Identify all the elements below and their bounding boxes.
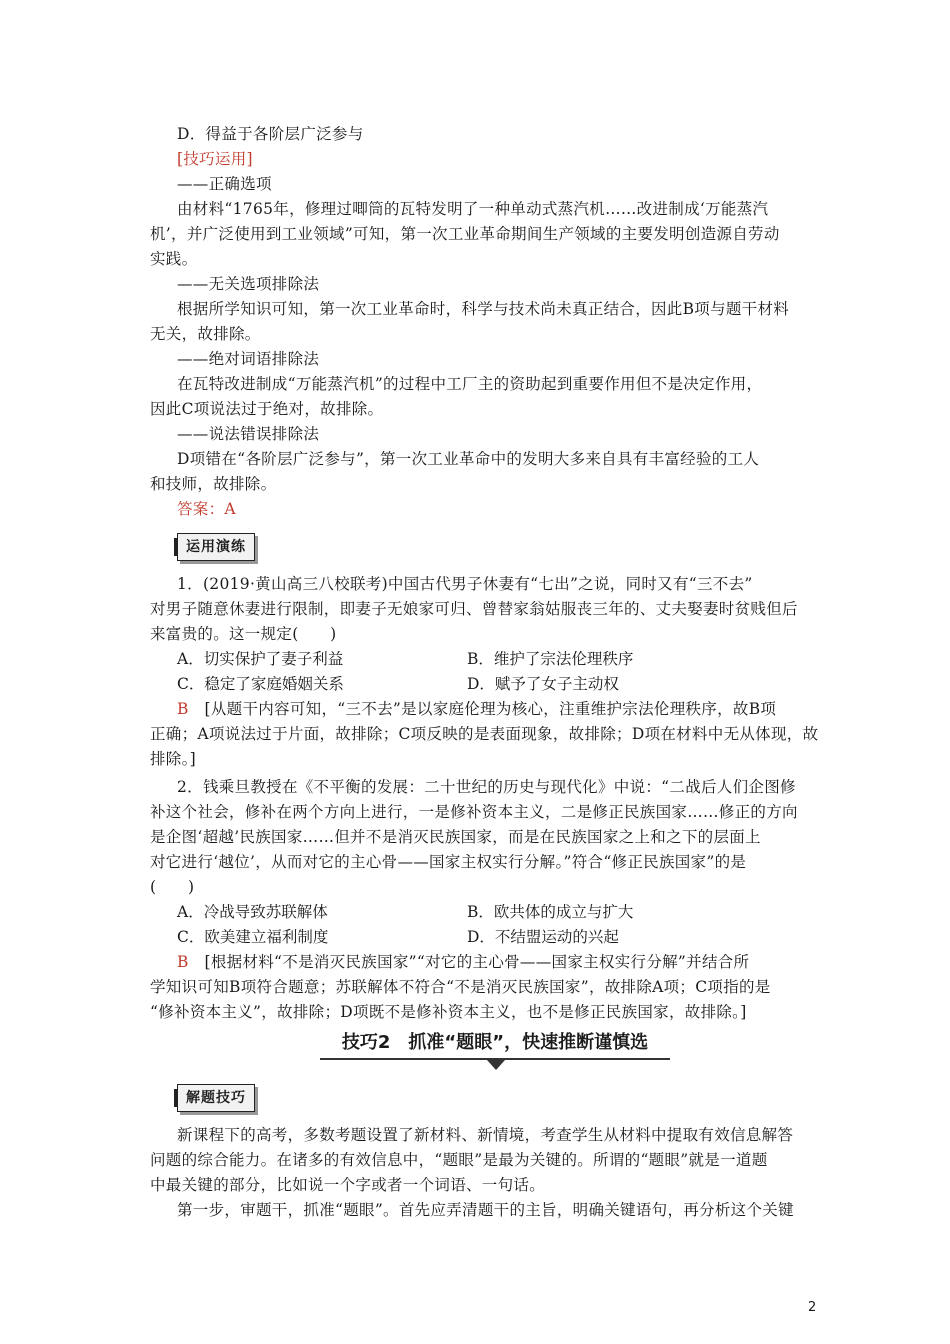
q2-explanation-line: 学知识可知B项符合题意；苏联解体不符合“不是消灭民族国家”，故排除A项；C项指的是 — [150, 978, 771, 996]
paragraph-line: 根据所学知识可知，第一次工业革命时，科学与技术尚未真正结合，因此B项与题干材料 — [177, 300, 790, 318]
q1-option-a: A．切实保护了妻子利益 — [177, 650, 344, 668]
question-1-line: 1．(2019·黄山高三八校联考)中国古代男子休妻有“七出”之说，同时又有“三不去” — [177, 575, 753, 593]
paragraph-line: 在瓦特改进制成“万能蒸汽机”的过程中工厂主的资助起到重要作用但不是决定作用， — [177, 375, 763, 393]
paragraph-line: 中最关键的部分，比如说一个字或者一个词语、一句话。 — [150, 1176, 546, 1194]
question-2-line: 对它进行‘越位’，从而对它的主心骨——国家主权实行分解。”符合“修正民族国家”的是 — [150, 853, 747, 871]
question-2-line: 2．钱乘旦教授在《不平衡的发展：二十世纪的历史与现代化》中说：“二战后人们企图修 — [177, 778, 796, 796]
section-title: 技巧2 抓准“题眼”，快速推断谨慎选 — [320, 1028, 670, 1060]
paragraph-line: 和技师，故排除。 — [150, 475, 277, 493]
q1-answer-letter: B — [177, 700, 189, 718]
q2-explanation-line: “修补资本主义”，故排除；D项既不是修补资本主义，也不是修正民族国家，故排除。] — [150, 1003, 747, 1021]
method-wrong-statement: ——说法错误排除法 — [177, 425, 320, 443]
page-number: 2 — [808, 1300, 817, 1315]
question-1-line: 来富贵的。这一规定( ) — [150, 625, 337, 643]
q1-explanation-line — [177, 696, 817, 722]
method-absolute-words: ——绝对词语排除法 — [177, 350, 320, 368]
q1-explanation-line: 排除。] — [150, 750, 196, 768]
question-2-line: ( ) — [150, 878, 195, 896]
method-correct-option: ——正确选项 — [177, 175, 272, 193]
q2-answer-letter: B — [177, 953, 189, 971]
solve-skills-badge: 解题技巧 — [177, 1084, 255, 1112]
q1-explanation-text: [从题干内容可知，“三不去”是以家庭伦理为核心，注重维护宗法伦理秩序，故B项 — [188, 700, 777, 718]
q2-explanation-line — [177, 949, 817, 975]
question-2-line: 补这个社会，修补在两个方向上进行，一是修补资本主义，二是修正民族国家……修正的方向 — [150, 803, 798, 821]
paragraph-line: 问题的综合能力。在诸多的有效信息中，“题眼”是最为关键的。所谓的“题眼”就是一道题 — [150, 1151, 768, 1169]
paragraph-line: 因此C项说法过于绝对，故排除。 — [150, 400, 384, 418]
paragraph-line: 实践。 — [150, 250, 198, 268]
question-1-line: 对男子随意休妻进行限制，即妻子无娘家可归、曾替家翁姑服丧三年的、丈夫娶妻时贫贱但后 — [150, 600, 798, 618]
q2-option-d: D．不结盟运动的兴起 — [467, 928, 619, 946]
q1-option-b: B．维护了宗法伦理秩序 — [467, 650, 634, 668]
q2-option-c: C．欧美建立福利制度 — [177, 928, 329, 946]
q1-option-c: C．稳定了家庭婚姻关系 — [177, 675, 344, 693]
q2-option-b: B．欧共体的成立与扩大 — [467, 903, 634, 921]
paragraph-line: 无关，故排除。 — [150, 325, 261, 343]
q1-explanation-line: 正确；A项说法过于片面，故排除；C项反映的是表面现象，故排除；D项在材料中无从体现，故 — [150, 725, 818, 743]
option-d-line: D．得益于各阶层广泛参与 — [177, 125, 364, 143]
skills-heading: [技巧运用] — [177, 150, 253, 168]
method-irrelevant-exclusion: ——无关选项排除法 — [177, 275, 320, 293]
paragraph-line: 机’，并广泛使用到工业领域”可知，第一次工业革命期间生产领域的主要发明创造源自劳动 — [150, 225, 780, 243]
paragraph-line: 由材料“1765年，修理过唧筒的瓦特发明了一种单动式蒸汽机……改进制成‘万能蒸汽 — [177, 200, 769, 218]
paragraph-line: 新课程下的高考，多数考题设置了新材料、新情境，考查学生从材料中提取有效信息解答 — [177, 1126, 794, 1144]
paragraph-line: D项错在“各阶层广泛参与”，第一次工业革命中的发明大多来自具有丰富经验的工人 — [177, 450, 760, 468]
q1-option-d: D．赋予了女子主动权 — [467, 675, 619, 693]
section-title-arrow-icon — [487, 1060, 505, 1070]
paragraph-line: 第一步，审题干，抓准“题眼”。首先应弄清题干的主旨，明确关键语句，再分析这个关键 — [177, 1201, 794, 1219]
q2-explanation-text: [根据材料“不是消灭民族国家”“对它的主心骨——国家主权实行分解”并结合所 — [188, 953, 750, 971]
q2-option-a: A．冷战导致苏联解体 — [177, 903, 328, 921]
answer-line: 答案：A — [177, 500, 236, 518]
question-2-line: 是企图‘超越’民族国家……但并不是消灭民族国家，而是在民族国家之上和之下的层面上 — [150, 828, 761, 846]
practice-badge: 运用演练 — [177, 533, 255, 561]
